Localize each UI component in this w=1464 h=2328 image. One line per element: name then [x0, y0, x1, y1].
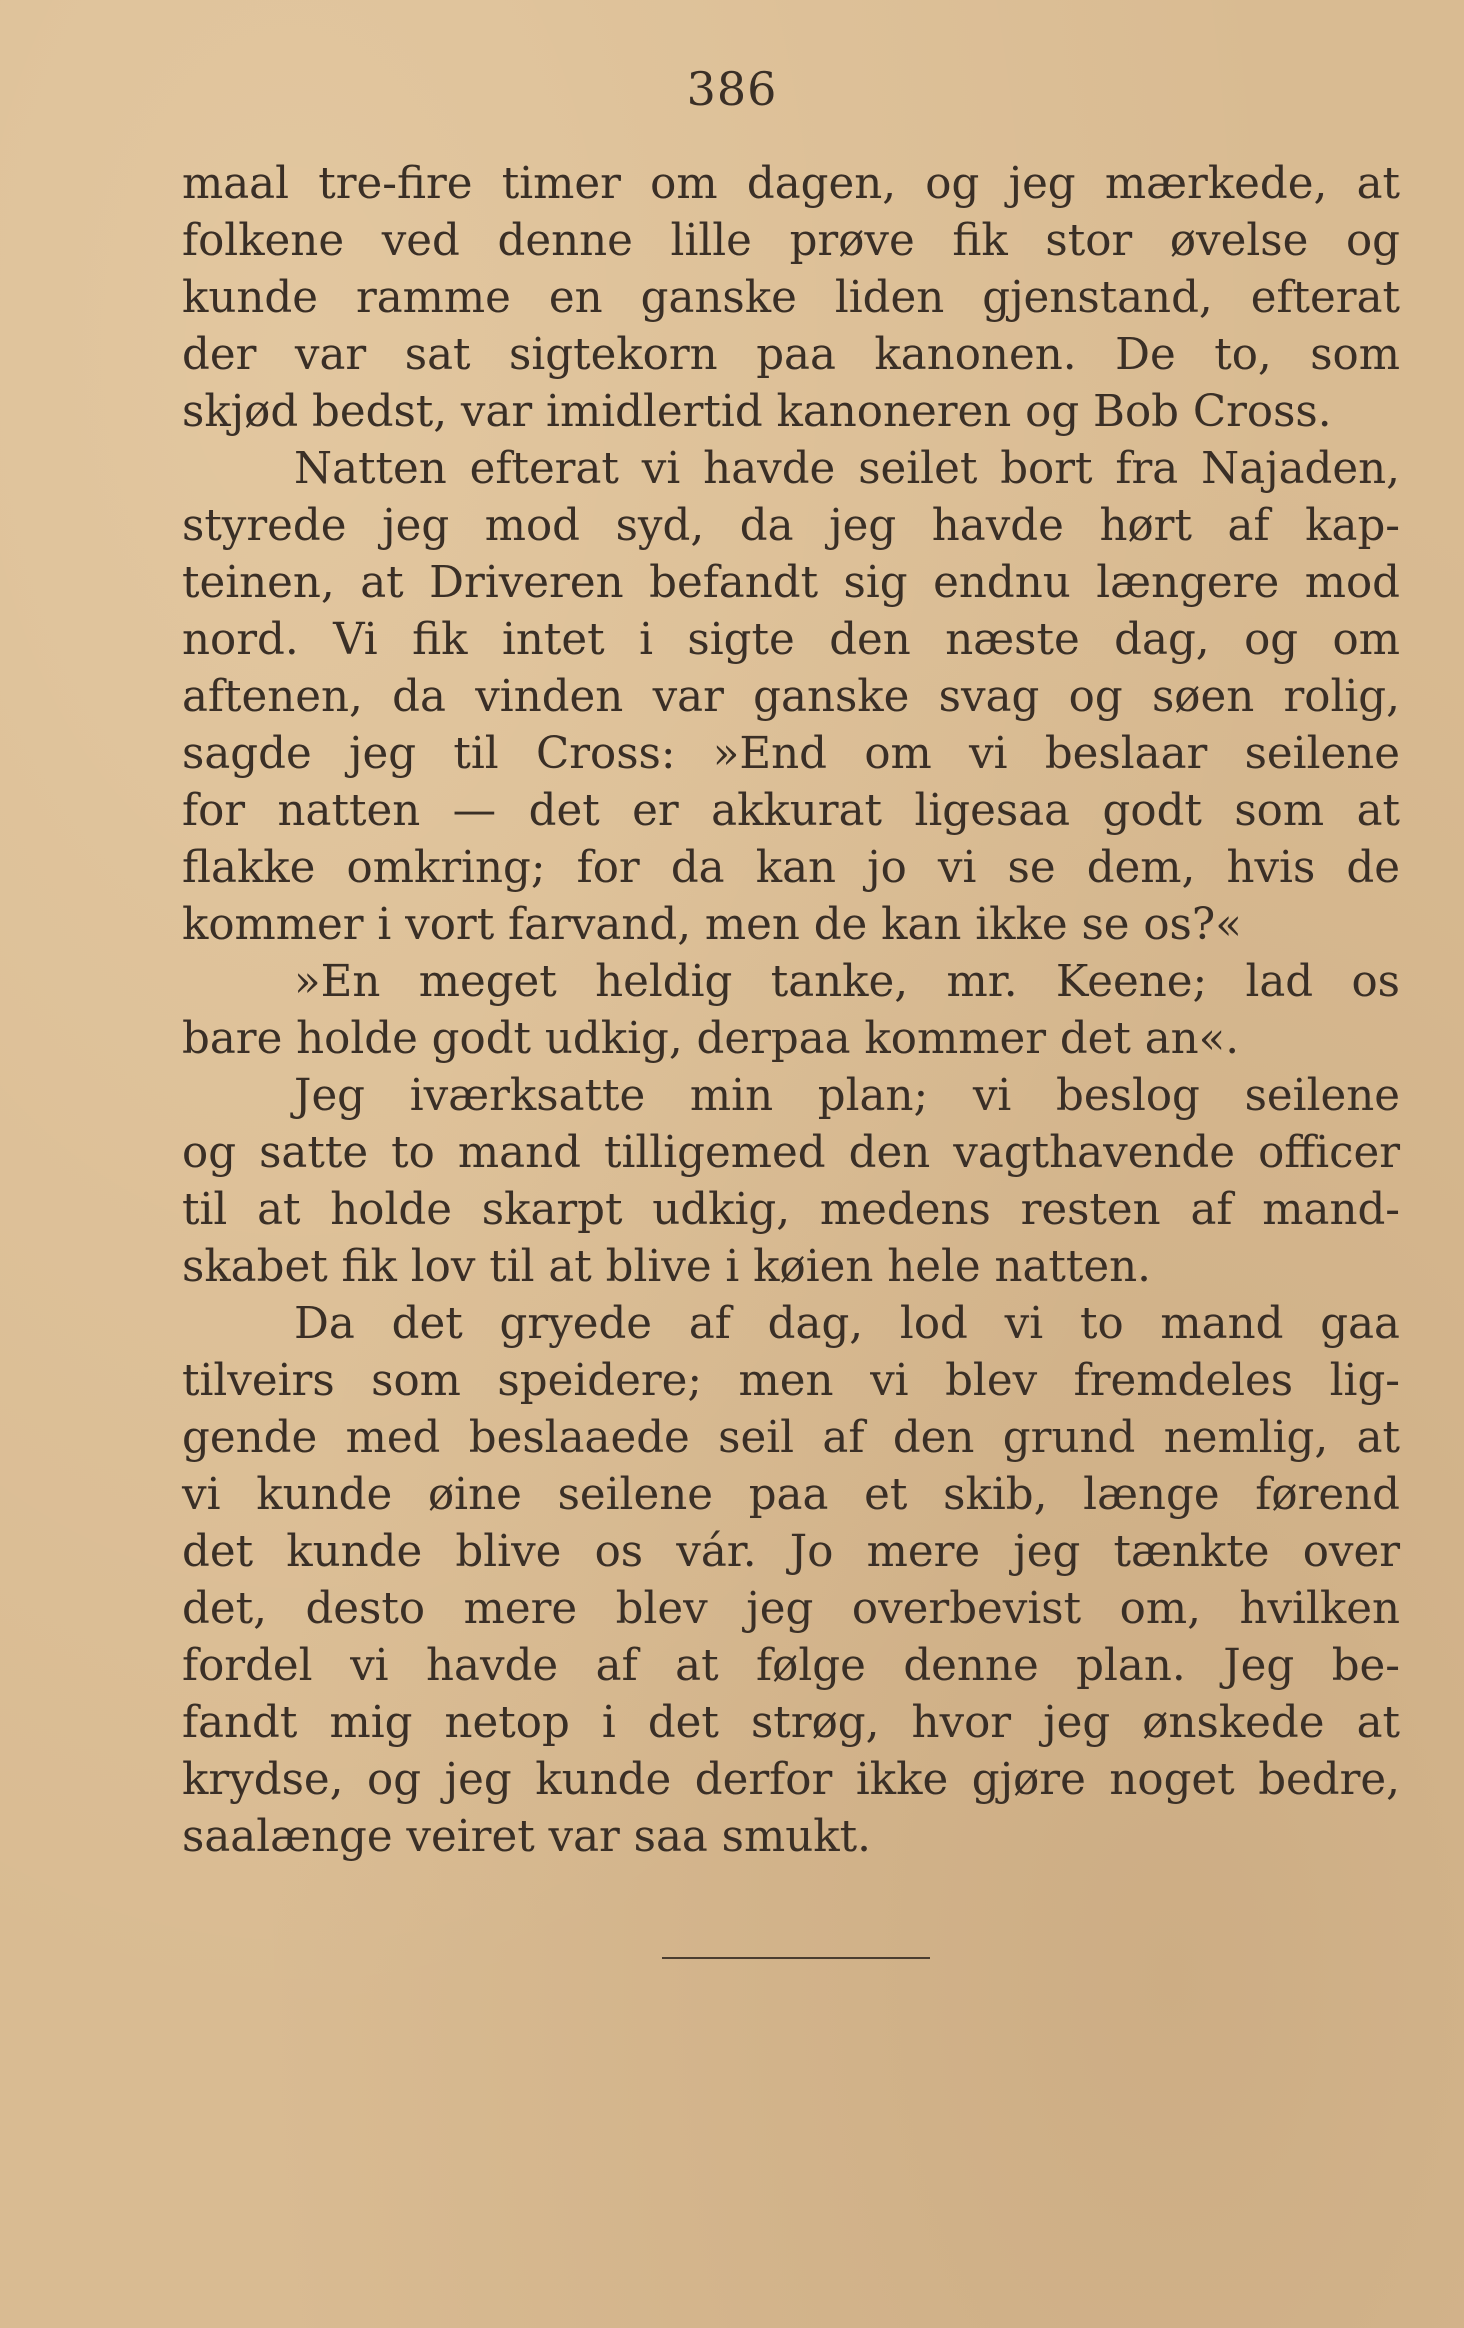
text-line: vi kunde øine seilene paa et skib, længe førend: [182, 1470, 1400, 1520]
text-line: det, desto mere blev jeg overbevist om, hvilken: [182, 1584, 1400, 1634]
text-line: fordel vi havde af at følge denne plan. Jeg be-: [182, 1641, 1400, 1691]
text-line: »En meget heldig tanke, mr. Keene; lad os: [294, 957, 1400, 1007]
text-line: tilveirs som speidere; men vi blev fremdeles lig-: [182, 1356, 1400, 1406]
text-line: skjød bedst, var imidlertid kanoneren og Bob Cross.: [182, 387, 1332, 437]
text-line: til at holde skarpt udkig, medens resten af mand-: [182, 1185, 1400, 1235]
page-number: 386: [686, 62, 778, 116]
text-line: saalænge veiret var saa smukt.: [182, 1812, 871, 1862]
text-line: kunde ramme en ganske liden gjenstand, efterat: [182, 273, 1400, 323]
text-line: styrede jeg mod syd, da jeg havde hørt af kap-: [182, 501, 1400, 551]
text-line: og satte to mand tilligemed den vagthavende officer: [182, 1128, 1400, 1178]
text-line: nord. Vi fik intet i sigte den næste dag, og om: [182, 615, 1400, 665]
text-line: aftenen, da vinden var ganske svag og søen rolig,: [182, 672, 1400, 722]
text-line: fandt mig netop i det strøg, hvor jeg ønskede at: [182, 1698, 1400, 1748]
text-line: sagde jeg til Cross: »End om vi beslaar seilene: [182, 729, 1400, 779]
text-line: kommer i vort farvand, men de kan ikke se os?«: [182, 900, 1242, 950]
text-line: maal tre-fire timer om dagen, og jeg mærkede, at: [182, 159, 1400, 209]
text-line: der var sat sigtekorn paa kanonen. De to, som: [182, 330, 1400, 380]
body-text: [182, 156, 1400, 1866]
text-line: krydse, og jeg kunde derfor ikke gjøre noget bedre,: [182, 1755, 1400, 1805]
text-line: bare holde godt udkig, derpaa kommer det an«.: [182, 1014, 1240, 1064]
end-rule: [662, 1957, 930, 1959]
text-line: teinen, at Driveren befandt sig endnu længere mod: [182, 558, 1400, 608]
text-line: skabet fik lov til at blive i køien hele natten.: [182, 1242, 1151, 1292]
text-line: Natten efterat vi havde seilet bort fra Najaden,: [294, 444, 1400, 494]
text-line: flakke omkring; for da kan jo vi se dem, hvis de: [182, 843, 1400, 893]
text-line: for natten — det er akkurat ligesaa godt som at: [182, 786, 1400, 836]
text-line: folkene ved denne lille prøve fik stor øvelse og: [182, 216, 1400, 266]
text-line: gende med beslaaede seil af den grund nemlig, at: [182, 1413, 1400, 1463]
text-line: Da det gryede af dag, lod vi to mand gaa: [294, 1299, 1400, 1349]
text-line: det kunde blive os vár. Jo mere jeg tænkte over: [182, 1527, 1400, 1577]
text-line: Jeg iværksatte min plan; vi beslog seilene: [294, 1071, 1400, 1121]
